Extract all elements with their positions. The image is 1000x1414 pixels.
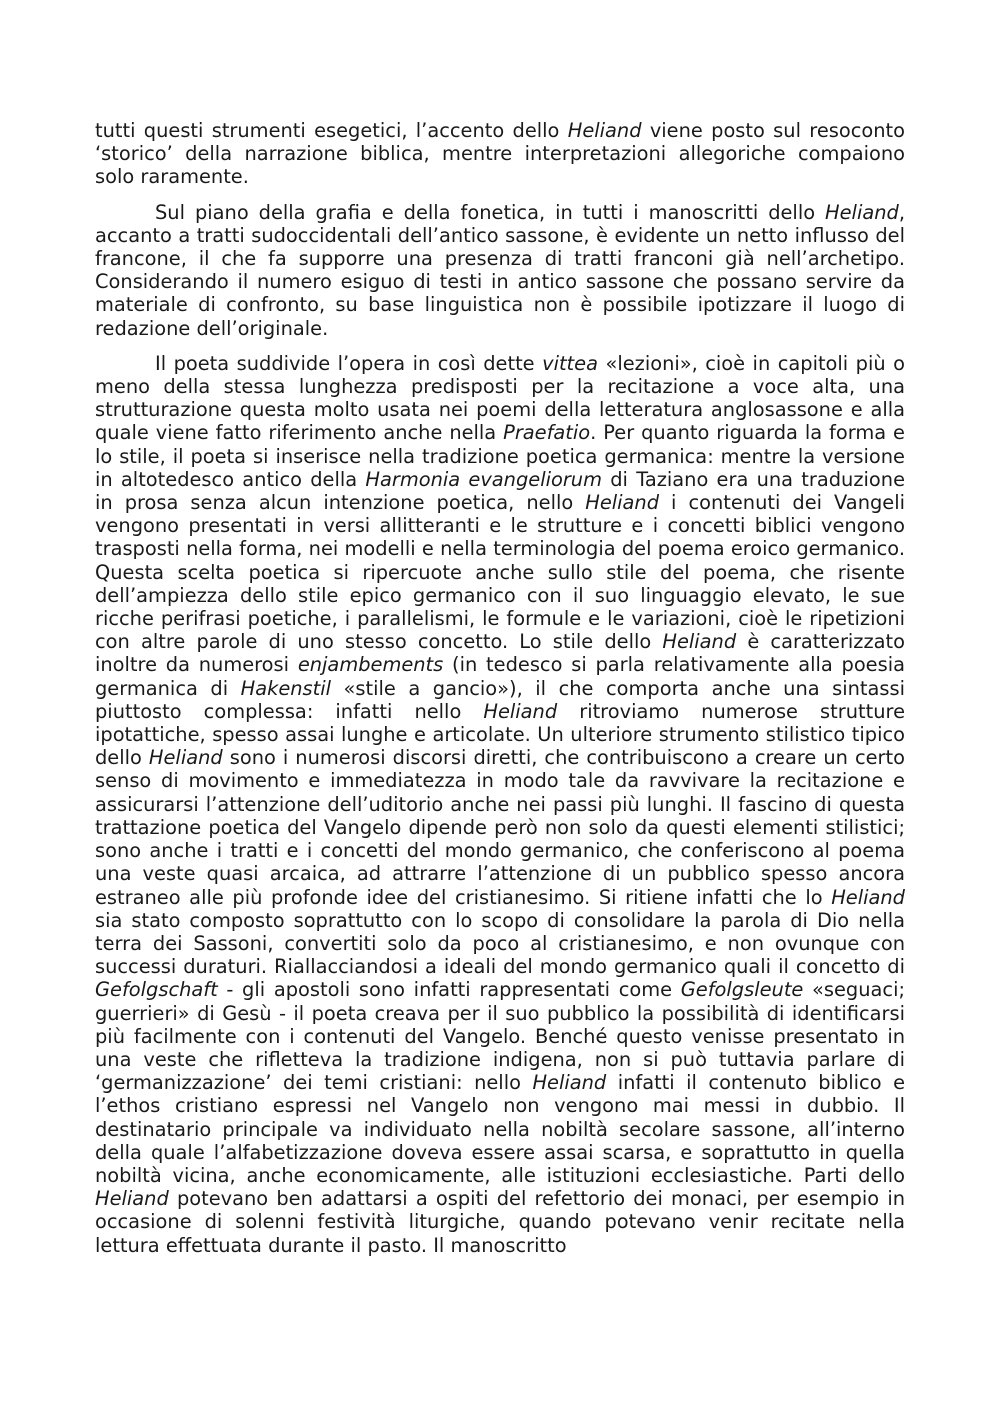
text-run: ritroviamo numerose strutture ipotattiche, spesso assai lunghe e articolate. Un ulteriore strumento stilistico tipico dello xyxy=(95,699,905,770)
document-page xyxy=(95,119,905,1269)
italic-term: Gefolgschaft xyxy=(95,978,218,1002)
text-run: «lezioni», cioè in capitoli più o meno della stessa lunghezza predisposti per la recitazione a voce alta, una strutturazione questa molto usata nei poemi della letteratura anglosassone e alla quale viene fatto riferimento anche nella xyxy=(95,351,905,445)
text-run: tutti questi strumenti esegetici, l’accento dello xyxy=(95,119,568,142)
italic-term: vittea xyxy=(542,351,598,375)
text-run: , accanto a tratti sudoccidentali dell’antico sassone, è evidente un netto influsso del francone, il che fa supporre una presenza di tratti franconi già nell’archetipo. Considerando il numero esiguo di testi in antico sassone che possano servire da materiale di confronto, su base linguistica non è possibile ipotizzare il luogo di redazione dell’originale. xyxy=(95,200,905,340)
text-run: i contenuti dei Vangeli vengono presentati in versi allitteranti e le strutture e i concetti biblici vengono trasposti nella forma, nei modelli e nella terminologia del poema eroico germanico. Questa scelta poetica si ripercuote anche sullo stile del poema, che risente dell’ampiezza dello stile epico germanico con il suo linguaggio elevato, le sue ricche perifrasi poetiche, i parallelismi, le formule e le variazioni, cioè le ripetizioni con altre parole di uno stesso concetto. Lo stile dello xyxy=(95,491,905,654)
paragraph-3 xyxy=(95,352,905,1257)
text-run: Sul piano della grafia e della fonetica, in tutti i manoscritti dello xyxy=(155,200,826,224)
text-run: . Per quanto riguarda la forma e lo stile, il poeta si inserisce nella tradizione poetica germanica: mentre la versione in altotedesco antico della xyxy=(95,421,905,491)
text-run: potevano ben adattarsi a ospiti del refettorio dei monaci, per esempio in occasione di solenni festività liturgiche, quando potevano venir recitate nella lettura effettuata durante il pasto. Il manoscritto xyxy=(95,1187,905,1257)
text-run: sono i numerosi discorsi diretti, che contribuiscono a creare un certo senso di movimento e immediatezza in modo tale da ravvivare la recitazione e assicurarsi l’attenzione dell’uditorio anche nei passi più lunghi. Il fascino di questa trattazione poetica del Vangelo dipende però non solo da questi elementi stilistici; sono anche i tratti e i concetti del mondo germanico, che conferiscono al poema una veste quasi arcaica, ad attrarre l’attenzione di un pubblico spesso ancora estraneo alle più profonde idee del cristianesimo. Si ritiene infatti che lo xyxy=(95,746,905,909)
italic-term: Heliand xyxy=(483,699,558,723)
italic-term: Heliand xyxy=(585,491,660,515)
italic-term: Heliand xyxy=(532,1071,607,1095)
paragraph-2 xyxy=(95,201,905,340)
italic-term: Hakenstil xyxy=(240,676,332,700)
text-run: infatti il contenuto biblico e l’ethos cristiano espressi nel Vangelo non vengono mai messi in dubbio. Il destinatario principale va individuato nella nobiltà secolare sassone, all’interno della quale l’alfabetizzazione doveva essere assai scarsa, e soprattutto in quella nobiltà vicina, anche economicamente, alle istituzioni ecclesiastiche. Parti dello xyxy=(95,1071,905,1187)
text-run: (in tedesco si parla relativamente alla poesia germanica di xyxy=(95,653,905,700)
italic-term: Heliand xyxy=(95,1187,169,1211)
text-run: viene posto sul resoconto ‘storico’ della narrazione biblica, mentre interpretazioni allegoriche compaiono solo raramente. xyxy=(95,119,905,189)
text-run: di Taziano era una traduzione in prosa senza alcun intenzione poetica, nello xyxy=(95,467,905,515)
italic-term: Praefatio xyxy=(503,421,591,445)
italic-term: Heliand xyxy=(567,119,642,142)
italic-term: enjambements xyxy=(297,653,444,677)
italic-term: Heliand xyxy=(831,885,905,909)
italic-term: Heliand xyxy=(825,200,899,224)
text-run: è caratterizzato inoltre da numerosi xyxy=(95,630,906,677)
italic-term: Harmonia evangeliorum xyxy=(365,467,602,491)
paragraph-1 xyxy=(95,119,905,189)
italic-term: Gefolgsleute xyxy=(680,978,804,1002)
italic-term: Heliand xyxy=(148,746,223,770)
text-run: «stile a gancio»), il che comporta anche una sintassi piuttosto complessa: infatti nello xyxy=(95,676,905,723)
text-run: «seguaci; guerrieri» di Gesù - il poeta creava per il suo pubblico la possibilità di identificarsi più facilmente con i contenuti del Vangelo. Benché questo venisse presentato in una veste che rifletteva la tradizione indigena, non si può tuttavia parlare di ‘germanizzazione’ dei temi cristiani: nello xyxy=(95,978,905,1095)
text-run: - gli apostoli sono infatti rappresentati come xyxy=(217,978,681,1002)
text-run: sia stato composto soprattutto con lo scopo di consolidare la parola di Dio nella terra dei Sassoni, convertiti solo da poco al cristianesimo, e non ovunque con successi duraturi. Riallacciandosi a ideali del mondo germanico quali il concetto di xyxy=(95,908,905,979)
italic-term: Heliand xyxy=(662,630,737,654)
text-run: Il poeta suddivide l’opera in così dette xyxy=(155,351,543,375)
